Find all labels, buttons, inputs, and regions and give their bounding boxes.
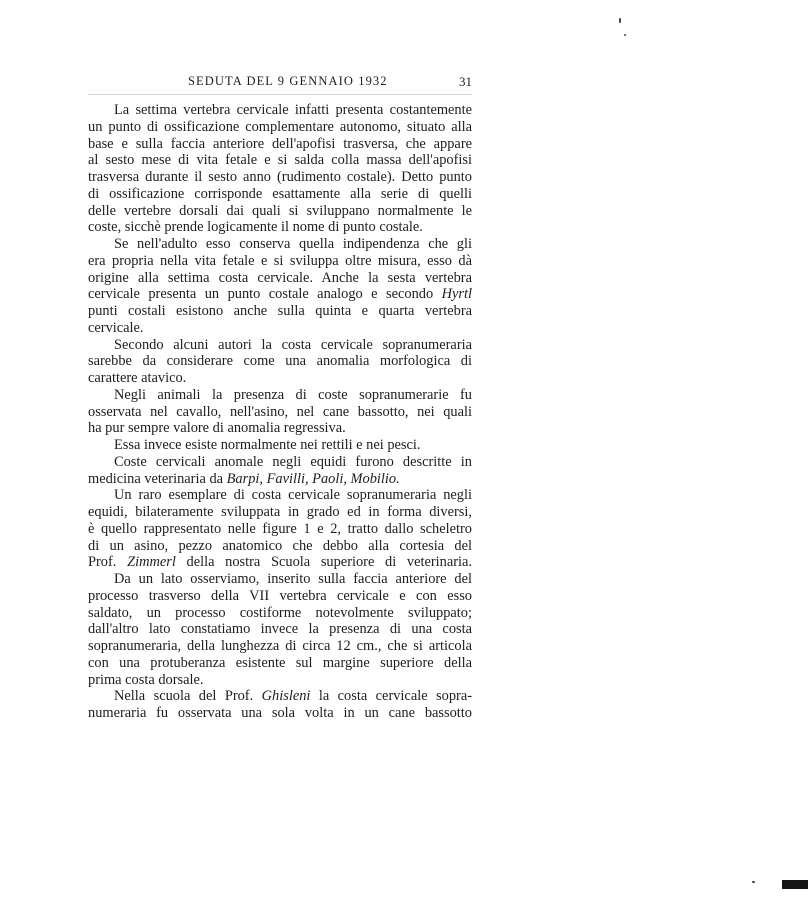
line-text: saldato, un processo costiforme notevolmente sviluppato; <box>88 604 472 621</box>
line-text: osservata nel cavallo, nell'asino, nel cane bassotto, nei quali <box>88 403 472 420</box>
text-line <box>88 136 472 153</box>
line-text: un punto di ossificazione complementare autonomo, situato alla <box>88 118 472 135</box>
line-text: Secondo alcuni autori la costa cervicale sopranumeraria <box>114 336 472 353</box>
italic-name: Zimmerl <box>127 554 176 571</box>
scan-speck <box>624 34 626 36</box>
text-line <box>88 203 472 220</box>
text-line <box>88 621 472 638</box>
line-text: Se nell'adulto esso conserva quella indipendenza che gli <box>114 236 472 252</box>
text-line <box>88 571 472 588</box>
text-line <box>88 152 472 169</box>
text-line <box>88 420 472 437</box>
line-text: prima costa dorsale. <box>88 671 204 688</box>
text-line <box>88 353 472 370</box>
running-title: SEDUTA DEL 9 GENNAIO 1932 <box>188 74 388 88</box>
line-text: carattere atavico. <box>88 370 187 386</box>
line-text: cervicale presenta un punto costale analogo e secondo <box>88 286 442 303</box>
text-line <box>88 219 472 236</box>
line-text: origine alla settima costa cervicale. Anche la sesta vertebra <box>88 269 472 286</box>
italic-name: Barpi, Favilli, Paoli, Mobilio. <box>226 470 400 487</box>
line-text: La settima vertebra cervicale infatti presenta costantemente <box>114 102 472 118</box>
italic-name: Ghisleni <box>261 688 311 705</box>
text-line <box>88 554 472 571</box>
text-line <box>88 487 472 504</box>
body-text <box>88 102 472 722</box>
text-line <box>88 303 472 320</box>
page-number: 31 <box>459 74 472 89</box>
text-line <box>88 119 472 136</box>
italic-name: Hyrtl <box>441 286 472 303</box>
text-line <box>88 471 472 488</box>
text-line <box>88 169 472 186</box>
line-text: coste, sicchè prende logicamente il nome di punto costale. <box>88 219 423 236</box>
line-text: processo trasverso della VII vertebra cervicale e con esso <box>88 587 472 604</box>
line-text: al sesto mese di vita fetale e si salda colla massa dell'apofisi <box>88 152 472 169</box>
line-text: Un raro esemplare di costa cervicale sopranumeraria negli <box>114 487 472 504</box>
line-text: dall'altro lato constatiamo invece la presenza di una costa <box>88 621 472 638</box>
line-text: trasversa durante il sesto anno (rudimento costale). Detto punto <box>88 169 472 185</box>
line-text: Essa invece esiste normalmente nei rettili e nei pesci. <box>114 437 421 453</box>
text-line <box>88 387 472 404</box>
text-line <box>88 404 472 421</box>
line-text: Prof. <box>88 554 128 571</box>
text-line <box>88 186 472 203</box>
text-line <box>88 320 472 337</box>
text-line <box>88 688 472 705</box>
line-text: Coste cervicali anomale negli equidi furono descritte in <box>114 453 472 470</box>
text-line <box>88 337 472 354</box>
text-line <box>88 521 472 538</box>
line-text: con una protuberanza esistente sul margine superiore della <box>88 654 472 671</box>
text-line <box>88 454 472 471</box>
text-line <box>88 705 472 722</box>
line-text: di un asino, pezzo anatomico che debbo alla cortesia del <box>88 537 472 554</box>
line-text-continued: della nostra Scuola superiore di veterinaria. <box>175 554 472 571</box>
header-rule <box>88 94 472 95</box>
line-text: punti costali esistono anche sulla quinta e quarta vertebra <box>88 303 472 319</box>
line-text: cervicale. <box>88 319 144 336</box>
page-header <box>88 74 472 94</box>
text-line <box>88 370 472 387</box>
scan-speck <box>752 881 755 883</box>
text-line <box>88 286 472 303</box>
line-text: numeraria fu osservata una sola volta in un cane bassotto <box>88 705 472 721</box>
line-text: medicina veterinaria da <box>88 470 227 487</box>
text-line <box>88 655 472 672</box>
text-line <box>88 102 472 119</box>
text-line <box>88 672 472 689</box>
line-text: base e sulla faccia anteriore dell'apofisi trasversa, che appare <box>88 135 472 152</box>
line-text-continued: la costa cervicale sopra- <box>310 688 472 705</box>
text-line <box>88 437 472 454</box>
line-text: delle vertebre dorsali dai quali si sviluppano normalmente le <box>88 202 472 219</box>
line-text: sopranumeraria, della lunghezza di circa 12 cm., che si articola <box>88 638 472 654</box>
text-line <box>88 504 472 521</box>
text-line <box>88 253 472 270</box>
line-text: era propria nella vita fetale e si sviluppa oltre misura, esso dà <box>88 252 472 269</box>
scan-speck <box>619 18 621 23</box>
line-text: è quello rappresentato nelle figure 1 e 2, tratto dallo scheletro <box>88 520 472 537</box>
line-text: equidi, bilateramente sviluppata in grado ed in forma diversi, <box>88 504 472 520</box>
scan-edge-mark <box>782 880 808 889</box>
text-line <box>88 588 472 605</box>
text-line <box>88 236 472 253</box>
line-text: ha pur sempre valore di anomalia regressiva. <box>88 420 346 437</box>
line-text: di ossificazione corrisponde esattamente alla serie di quelli <box>88 185 472 202</box>
text-line <box>88 638 472 655</box>
line-text: Nella scuola del Prof. <box>114 688 262 705</box>
line-text: Negli animali la presenza di coste sopranumerarie fu <box>114 386 472 403</box>
text-line <box>88 605 472 622</box>
line-text: sarebbe da considerare come una anomalia morfologica di <box>88 353 472 370</box>
text-line <box>88 538 472 555</box>
line-text: Da un lato osserviamo, inserito sulla faccia anteriore del <box>114 571 472 587</box>
text-line <box>88 270 472 287</box>
